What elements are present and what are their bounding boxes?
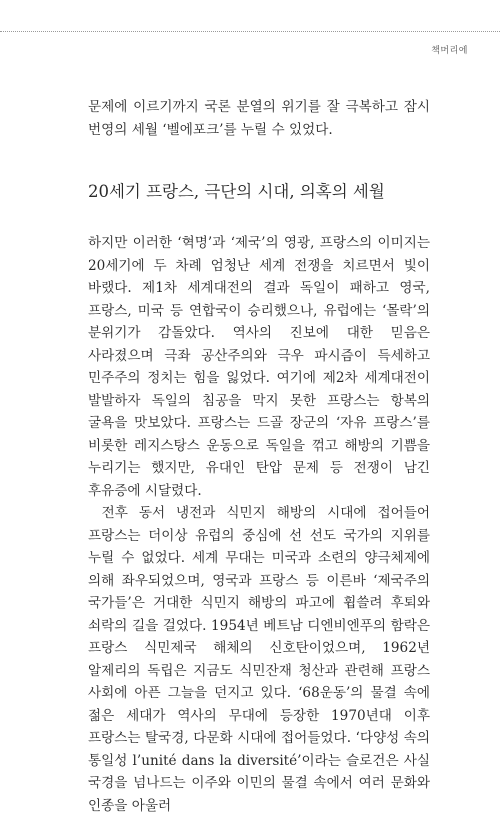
header-dotted-rule [0, 31, 500, 32]
body-paragraph-1: 하지만 이러한 ‘혁명’과 ‘제국’의 영광, 프랑스의 이미지는 20세기에 두 차례 엄청난 세계 전쟁을 치르면서 빛이 바랬다. 제1차 세계대전의 결과 독일이 패하고 영국, 프랑스, 미국 등 연합국이 승리했으나, 유럽에는 ‘몰락’의 분위기가 감돌았다. 역사의 진보에 대한 믿음은 사라졌으며 극좌 공산주의와 극우 파시즘이 득세하고 민주주의 정치는 힘을 잃었다. 여기에 제2차 세계대전이 발발하자 독일의 침공을 막지 못한 프랑스는 항복의 굴욕을 맛보았다. 프랑스는 드골 장군의 ‘자유 프랑스’를 비롯한 레지스탕스 운동으로 독일을 꺾고 해방의 기쁨을 누리기는 했지만, 유대인 탄압 문제 등 전쟁이 남긴 후유증에 시달렸다. [88, 235, 430, 499]
section-title: 20세기 프랑스, 극단의 시대, 의혹의 세월 [88, 182, 385, 201]
intro-paragraph: 문제에 이르기까지 국론 분열의 위기를 잘 극복하고 잠시 번영의 세월 ‘벨에포크’를 누릴 수 있었다. [88, 99, 430, 138]
running-head: 책머리에 [431, 46, 468, 56]
body-paragraph-2: 전후 동서 냉전과 식민지 해방의 시대에 접어들어 프랑스는 더이상 유럽의 중심에 선 선도 국가의 지위를 누릴 수 없었다. 세계 무대는 미국과 소련의 양극체제에 의해 좌우되었으며, 영국과 프랑스 등 이른바 ‘제국주의 국가들’은 거대한 식민지 해방의 파고에 휩쓸려 후퇴와 쇠락의 길을 걸었다. 1954년 베트남 디엔비엔푸의 함락은 프랑스 식민제국 해체의 신호탄이었으며, 1962년 알제리의 독립은 지금도 식민잔재 청산과 관련해 프랑스 사회에 아픈 그늘을 던지고 있다. ‘68운동’의 물결 속에 젊은 세대가 역사의 무대에 등장한 1970년대 이후 프랑스는 탈국경, 다문화 시대에 접어들었다. ‘다양성 속의 통일성 l’unité dans la diversité’이라는 슬로건은 사실 국경을 넘나드는 이주와 이민의 물결 속에서 여러 문화와 인종을 아울러 [88, 505, 430, 814]
page-body [88, 96, 430, 817]
